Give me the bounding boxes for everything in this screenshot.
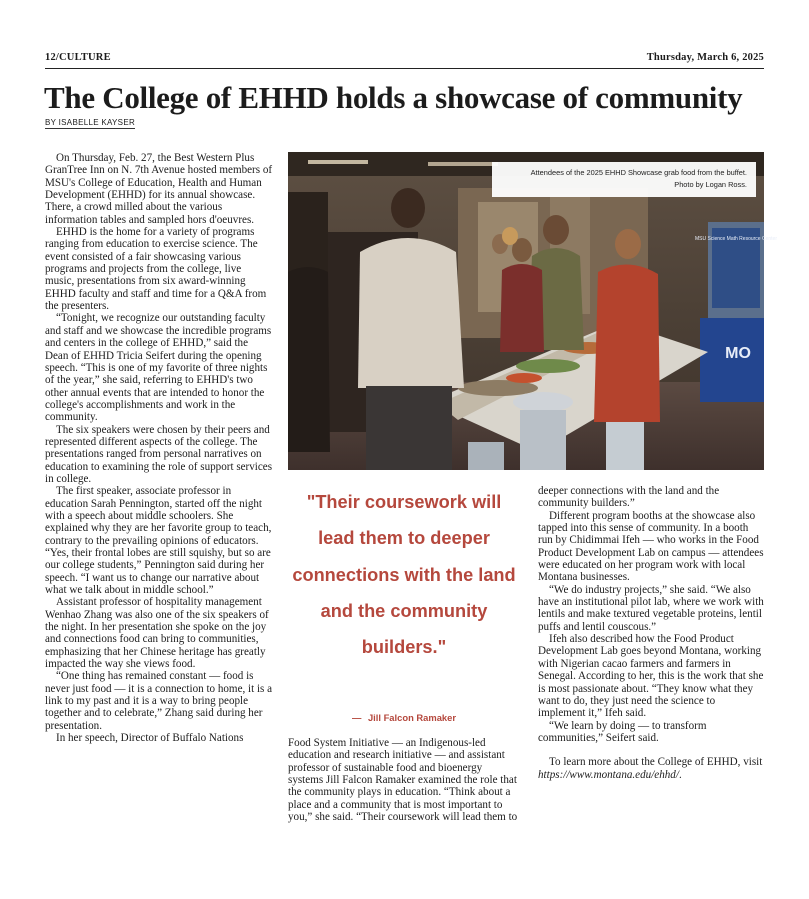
paragraph: deeper connections with the land and the community builders.” xyxy=(538,485,720,510)
attribution-dash: — xyxy=(351,712,362,723)
header-rule xyxy=(45,68,764,69)
paragraph: In her speech, Director of Buffalo Nations xyxy=(56,732,244,745)
paragraph: Assistant professor of hospitality management Wenhao Zhang was also one of the six speakers of the night. In her presentation she spoke on the joy and connections food can bring to communities, emphasizing that her Chinese heritage has greatly impacted the way she views food. xyxy=(45,596,269,671)
byline: BY ISABELLE KAYSER xyxy=(45,118,136,127)
issue-date: Thursday, March 6, 2025 xyxy=(646,52,764,63)
pull-quote-attribution xyxy=(288,712,520,723)
photo-credit: Photo by Logan Ross. xyxy=(674,180,747,189)
paragraph: “We learn by doing — to transform communities,” Seifert said. xyxy=(538,719,707,744)
closing-period: . xyxy=(678,768,682,781)
section-name: 12/CULTURE xyxy=(45,52,111,63)
buffet-photo xyxy=(288,152,777,470)
paragraph: Ifeh also described how the Food Product Development Lab goes beyond Montana, working with Nigerian cacao farmers and farmers in Senegal. According to her, this is the work that she is most passionate about. “They know what they want to do, they just need the science to implement it,” Ifeh said. xyxy=(538,633,764,720)
article-column-3 xyxy=(538,485,764,781)
paragraph: “We do industry projects,” she said. “We also have an institutional pilot lab, where we work with lentils and make textured vegetable proteins, lentil puffs and lentil couscous.” xyxy=(538,583,764,633)
banner-title: MSU Science Math Resource Center xyxy=(695,236,777,242)
photo-caption xyxy=(492,162,756,197)
closing-paragraph xyxy=(538,756,764,781)
paragraph: Different program booths at the showcase also tapped into this sense of community. In a booth run by Chidimmai Ifeh — who works in the Food Product Development Lab on campus — attendees were educated on her program work with local Montana businesses. xyxy=(538,509,764,584)
paragraph: On Thursday, Feb. 27, the Best Western Plus GranTree Inn on N. 7th Avenue hosted members of MSU's College of Education, Health and Human Development (EHHD) for its annual showcase. There, a crowd milled about the various information tables and sampled hors d'oeuvres. xyxy=(45,152,273,226)
attribution-name: Jill Falcon Ramaker xyxy=(367,712,457,723)
section-label xyxy=(45,52,764,63)
paragraph-gap xyxy=(538,744,764,756)
caption-text: Attendees of the 2025 EHHD Showcase grab food from the buffet. xyxy=(530,168,747,177)
paragraph: “One thing has remained constant — food is never just food — it is a connection to home, it is a link to my past and it is a way to bring people together and to celebrate,” Zhang said during her presentation. xyxy=(45,670,273,732)
banner-logo-text: MO xyxy=(725,345,751,362)
pull-quote: "Their coursework will lead them to deeper connections with the land and the community builders." xyxy=(292,492,516,658)
closing-text: To learn more about the College of EHHD, visit xyxy=(549,756,763,769)
paragraph: Food System Initiative — an Indigenous-led education and research initiative — and assistant professor of sustainable food and bioenergy systems Jill Falcon Ramaker examined the role that the community plays in education. “Think about a place and a community that is most important to you,” she said. “Their coursework will lead them to xyxy=(288,737,518,824)
headline: The College of EHHD holds a showcase of community xyxy=(44,80,743,115)
college-website-link[interactable]: https://www.montana.edu/ehhd/ xyxy=(538,768,679,781)
paragraph: “Tonight, we recognize our outstanding faculty and staff and we showcase the incredible programs and centers in the college of EHHD,” said the Dean of EHHD Tricia Seifert during the opening speech. “This is one of my favorite of three nights of the year,” she said, referring to EHHD's two other annual events that are intended to honor the college's accomplishments and work in the community. xyxy=(45,312,272,424)
paragraph: The first speaker, associate professor in education Sarah Pennington, started off the night with a speech about middle schoolers. She explained why they are her favorite group to teach, contrary to the prevailing opinions of educators. “Yes, their frontal lobes are still squishy, but so are our college students,” Pennington said during her speech. “I want us to change our narrative about what we talk about in middle school.” xyxy=(45,485,272,597)
photo-illustration xyxy=(288,152,777,470)
paragraph: The six speakers were chosen by their peers and represented different aspects of the college. The presentations ranged from personal narratives on education to examining the role of support services in college. xyxy=(45,423,273,485)
article-column-2 xyxy=(288,737,520,823)
article-column-1 xyxy=(45,152,273,745)
paragraph: EHHD is the home for a variety of programs ranging from education to exercise science. The event consisted of a fair showcasing various programs and projects from the college, live music, presentations from six award-winning EHHD faculty and staff and time for a Q&A from the presenters. xyxy=(45,226,267,313)
